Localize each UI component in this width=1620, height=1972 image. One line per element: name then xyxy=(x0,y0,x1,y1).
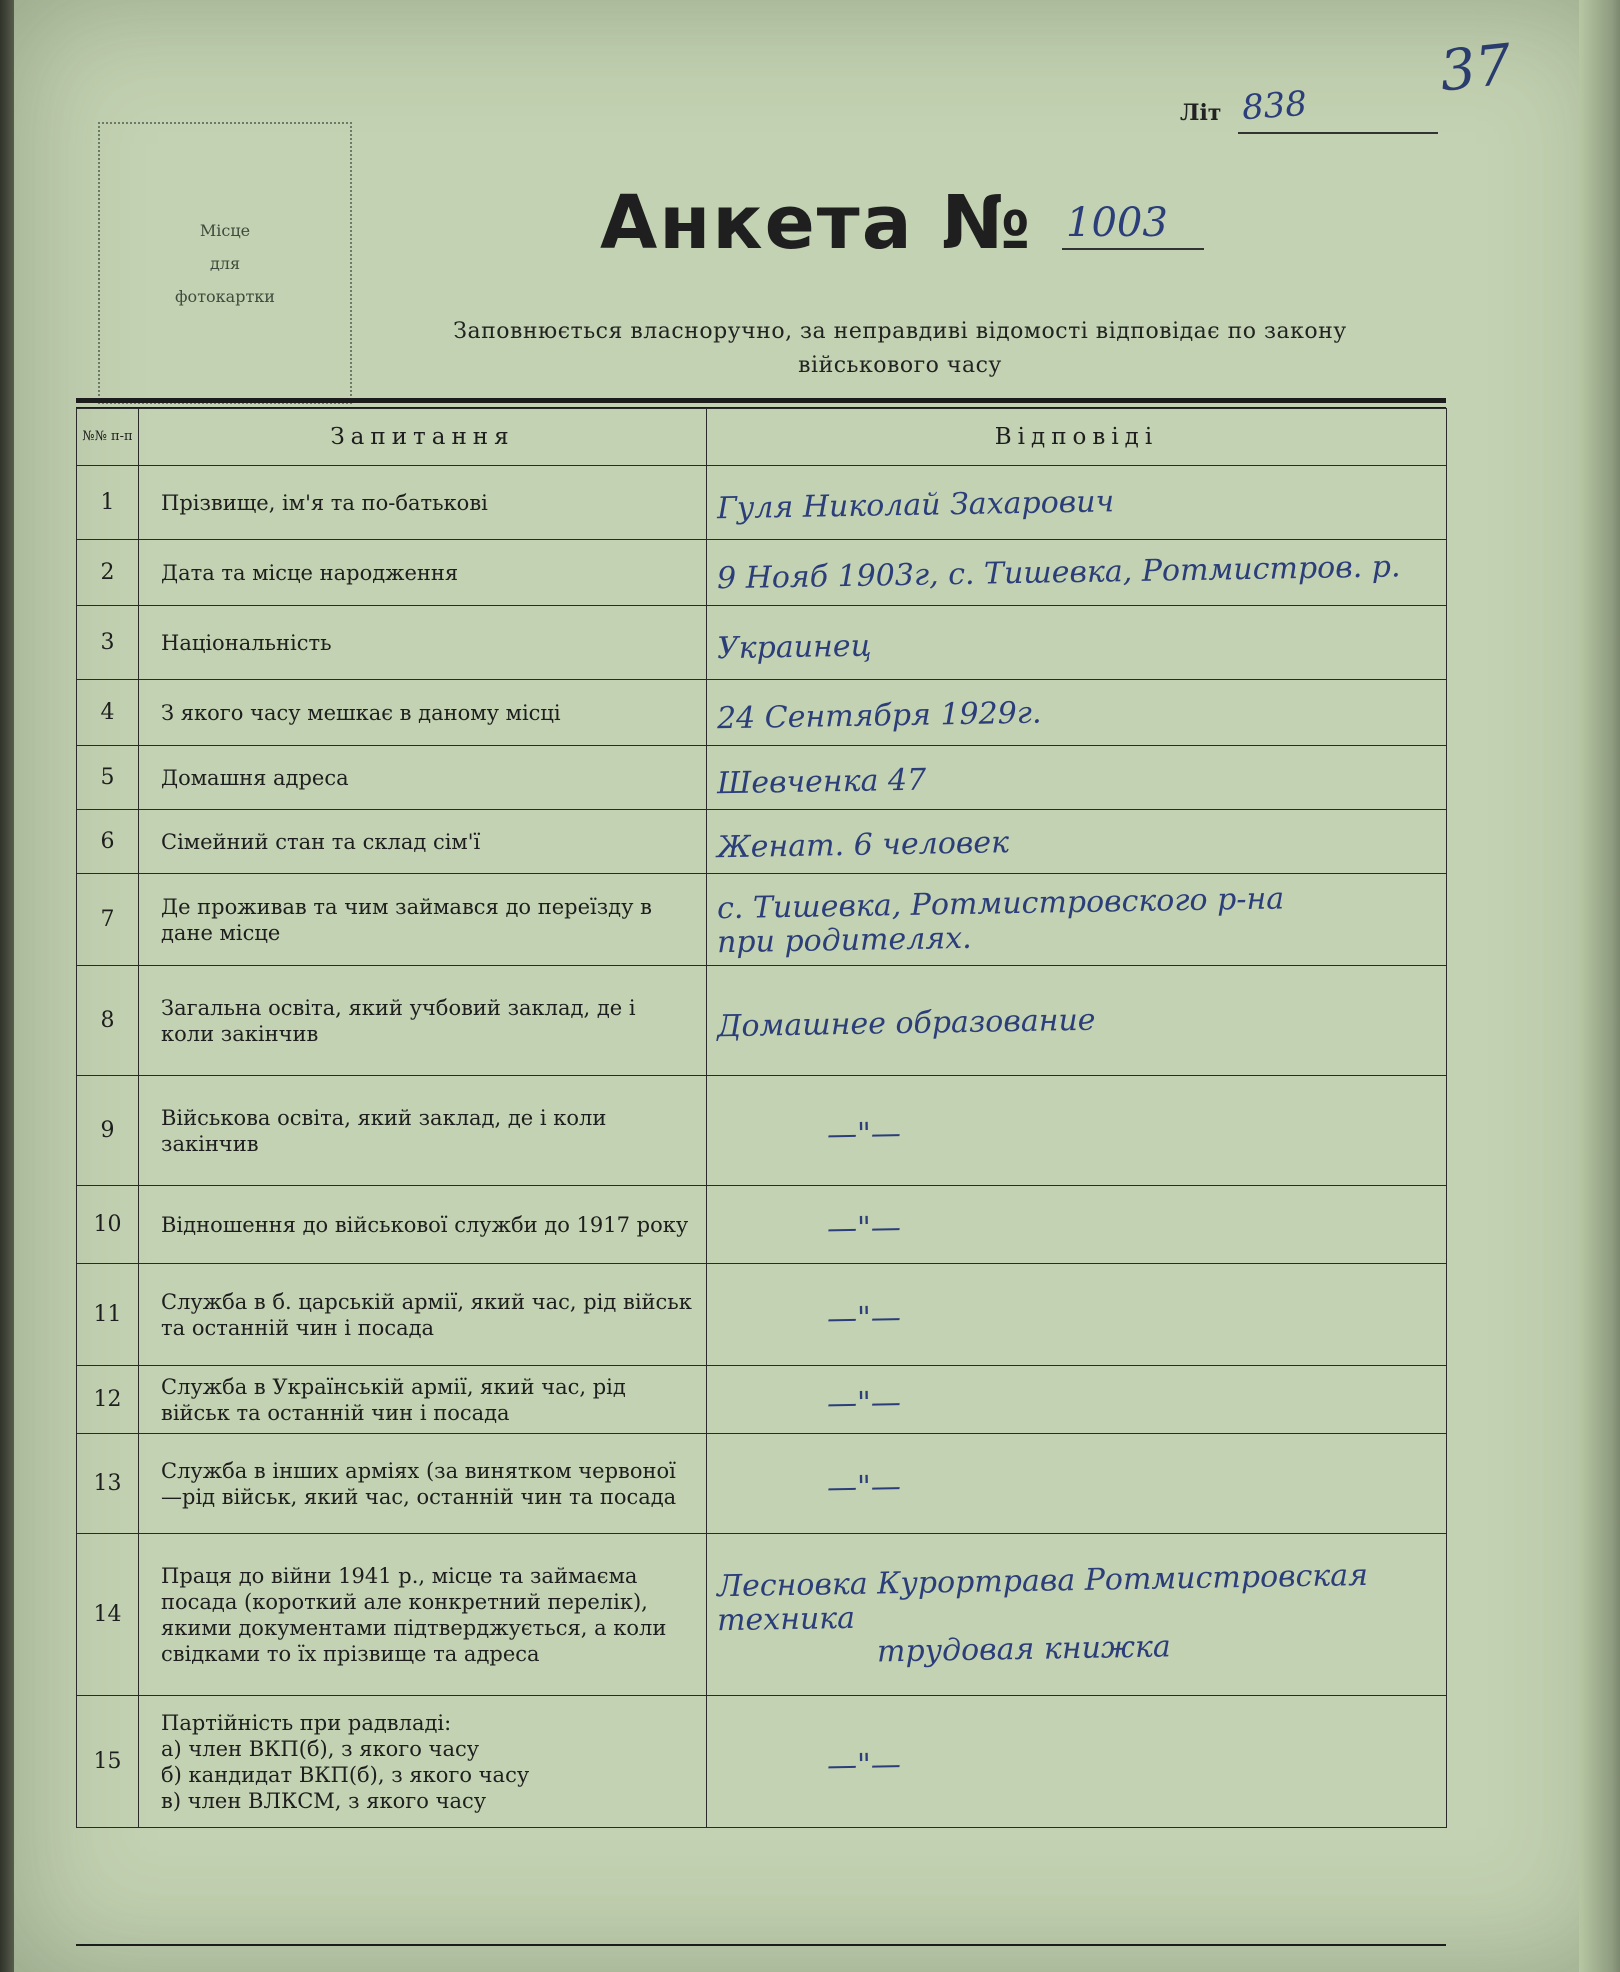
answer-cell xyxy=(707,746,1447,810)
question-text: Праця до війни 1941 р., місце та займаєма посада (короткий але конкретний перелік), якими документами підтверджується, а коли свідками то їх прізвище та адреса xyxy=(139,1534,707,1696)
answer-handwriting: 24 Сентября 1929г. xyxy=(716,695,1042,736)
question-text: Сімейний стан та склад сім'ї xyxy=(139,810,707,874)
answer-handwriting: с. Тишевка, Ротмистровского р-на xyxy=(716,880,1285,926)
page-title: Анкета № xyxy=(600,180,1033,266)
question-text: Партійність при радвладі: а) член ВКП(б), з якого часу б) кандидат ВКП(б), з якого часу в) член ВЛКСМ, з якого часу xyxy=(139,1696,707,1828)
answer-cell xyxy=(707,1434,1447,1534)
answer-cell xyxy=(707,1264,1447,1366)
table-row xyxy=(77,466,1447,540)
table-row xyxy=(77,1434,1447,1534)
row-number: 6 xyxy=(77,810,139,874)
questionnaire-number: 1003 xyxy=(1066,200,1168,246)
answer-handwriting: трудовая книжка xyxy=(876,1628,1172,1669)
row-number: 12 xyxy=(77,1366,139,1434)
answer-handwriting: —"— xyxy=(826,1115,902,1152)
row-number: 4 xyxy=(77,680,139,746)
column-header-question: Запитання xyxy=(139,409,707,466)
table-row xyxy=(77,680,1447,746)
row-number: 2 xyxy=(77,540,139,606)
questionnaire-table xyxy=(76,408,1447,1828)
column-header-number: №№ п-п xyxy=(77,409,139,466)
table-row xyxy=(77,1534,1447,1696)
photo-label-3: фотокартки xyxy=(175,286,275,306)
table-row xyxy=(77,874,1447,966)
lit-label: Літ xyxy=(1180,100,1222,126)
question-text: Прізвище, ім'я та по-батькові xyxy=(139,466,707,540)
page-edge xyxy=(1579,0,1620,1972)
row-number: 15 xyxy=(77,1696,139,1828)
answer-handwriting: —"— xyxy=(826,1384,902,1421)
question-text: Військова освіта, який заклад, де і коли закінчив xyxy=(139,1076,707,1186)
lit-value: 838 xyxy=(1240,83,1309,129)
answer-cell xyxy=(707,1534,1447,1696)
table-row xyxy=(77,746,1447,810)
question-text: Національність xyxy=(139,606,707,680)
question-text: Служба в б. царській армії, який час, рід військ та останній чин і посада xyxy=(139,1264,707,1366)
answer-cell xyxy=(707,540,1447,606)
question-text: Домашня адреса xyxy=(139,746,707,810)
question-text: Служба в інших арміях (за винятком червоної—рід військ, який час, останній чин та посада xyxy=(139,1434,707,1534)
row-number: 11 xyxy=(77,1264,139,1366)
answer-cell xyxy=(707,466,1447,540)
answer-cell xyxy=(707,680,1447,746)
answer-handwriting: при родителях. xyxy=(716,920,972,960)
answer-handwriting: Гуля Николай Захарович xyxy=(716,483,1115,526)
photo-placeholder xyxy=(98,122,352,404)
table-row xyxy=(77,1696,1447,1828)
table-row xyxy=(77,1366,1447,1434)
table-row xyxy=(77,1264,1447,1366)
question-text: Дата та місце народження xyxy=(139,540,707,606)
title-number-underline xyxy=(1062,248,1204,250)
table-header-row xyxy=(77,409,1447,466)
row-number: 1 xyxy=(77,466,139,540)
answer-handwriting: Лесновка Курортрава Ротмистровская xyxy=(716,1557,1369,1604)
question-text: Де проживав та чим займався до переїзду в дане місце xyxy=(139,874,707,966)
answer-handwriting: Домашнее образование xyxy=(716,1002,1096,1044)
table-row xyxy=(77,810,1447,874)
page-number: 37 xyxy=(1436,32,1515,105)
answer-cell xyxy=(707,1186,1447,1264)
photo-label-1: Місце xyxy=(199,220,251,240)
column-header-answer: Відповіді xyxy=(707,409,1447,466)
answer-cell xyxy=(707,606,1447,680)
question-text: Загальна освіта, який учбовий заклад, де і коли закінчив xyxy=(139,966,707,1076)
table-row xyxy=(77,1076,1447,1186)
question-text: З якого часу мешкає в даному місці xyxy=(139,680,707,746)
table-row xyxy=(77,966,1447,1076)
answer-handwriting: Украинец xyxy=(716,628,872,666)
row-number: 13 xyxy=(77,1434,139,1534)
subtitle-line-1: Заповнюється власноручно, за неправдиві відомості відповідає по закону xyxy=(453,319,1347,344)
table-row xyxy=(77,540,1447,606)
row-number: 3 xyxy=(77,606,139,680)
bottom-rule xyxy=(76,1944,1446,1946)
answer-handwriting: —"— xyxy=(826,1746,902,1783)
row-number: 9 xyxy=(77,1076,139,1186)
answer-cell xyxy=(707,874,1447,966)
row-number: 7 xyxy=(77,874,139,966)
answer-handwriting: Шевченка 47 xyxy=(716,762,927,801)
subtitle-line-2: військового часу xyxy=(798,353,1002,378)
lit-underline xyxy=(1238,132,1438,134)
question-text: Служба в Українській армії, який час, рід військ та останній чин і посада xyxy=(139,1366,707,1434)
answer-handwriting: 9 Нояб 1903г, с. Тишевка, Ротмистров. р. xyxy=(716,548,1401,596)
answer-cell xyxy=(707,1696,1447,1828)
answer-handwriting: —"— xyxy=(826,1209,902,1246)
subtitle xyxy=(380,315,1420,383)
row-number: 5 xyxy=(77,746,139,810)
answer-handwriting: Женат. 6 человек xyxy=(716,824,1010,865)
table-row xyxy=(77,606,1447,680)
photo-label-2: для xyxy=(209,253,241,273)
row-number: 10 xyxy=(77,1186,139,1264)
table-row xyxy=(77,1186,1447,1264)
answer-cell xyxy=(707,966,1447,1076)
answer-cell xyxy=(707,1366,1447,1434)
answer-cell xyxy=(707,810,1447,874)
header-rule xyxy=(76,398,1446,403)
row-number: 8 xyxy=(77,966,139,1076)
row-number: 14 xyxy=(77,1534,139,1696)
answer-handwriting: —"— xyxy=(826,1299,902,1336)
answer-cell xyxy=(707,1076,1447,1186)
question-text: Відношення до військової служби до 1917 року xyxy=(139,1186,707,1264)
answer-handwriting: —"— xyxy=(826,1468,902,1505)
answer-handwriting: техника xyxy=(716,1600,856,1638)
